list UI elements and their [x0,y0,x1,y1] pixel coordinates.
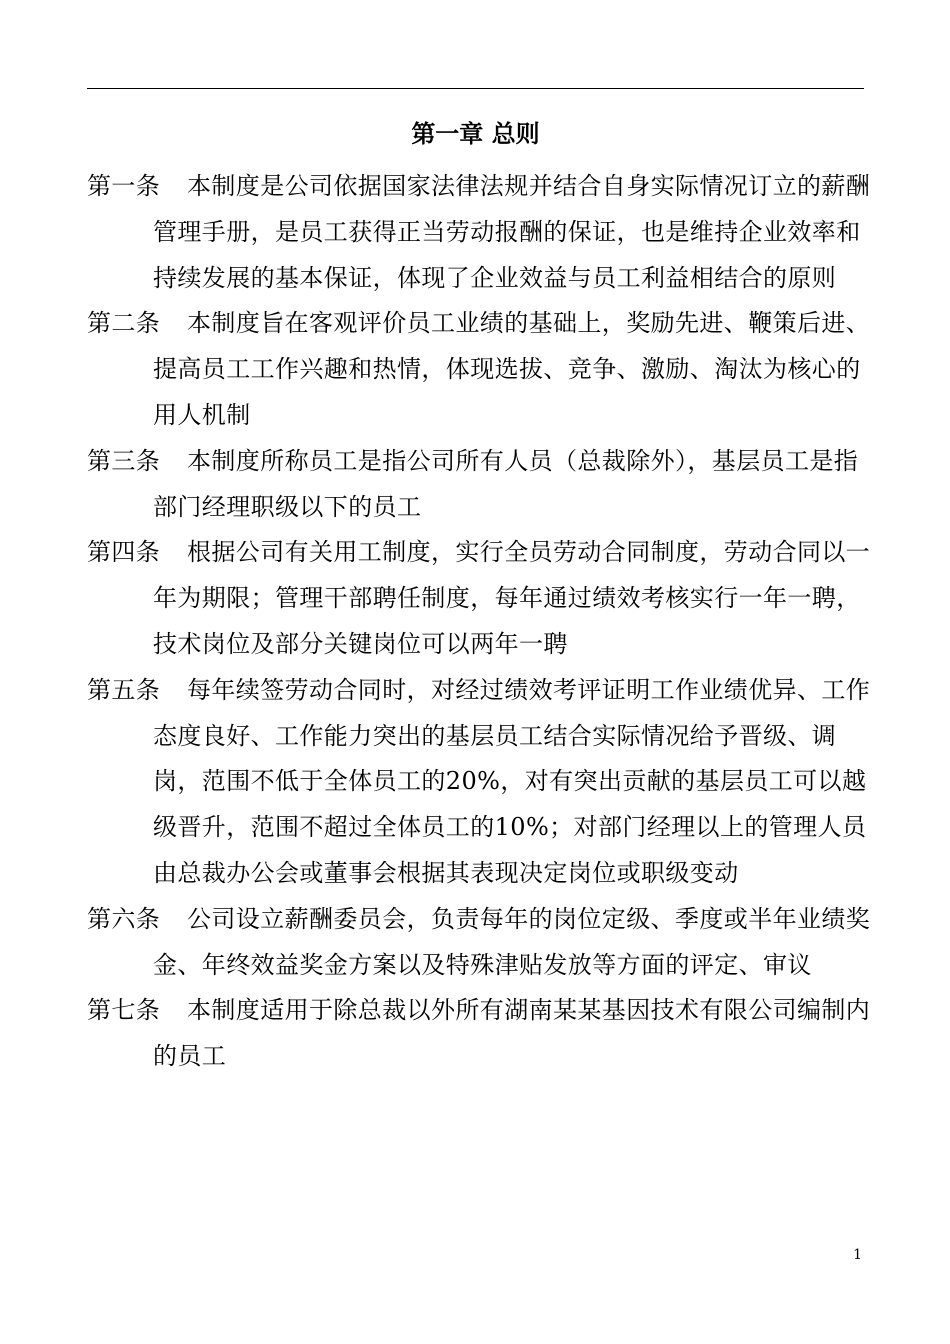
article-1 [87,164,877,301]
article-label: 第七条 [87,996,161,1025]
article-label: 第一条 [87,172,161,200]
article-text: 公司设立薪酬委员会，负责每年的岗位定级、季度或半年业绩奖金、年终效益奖金方案以及特殊津贴发放等方面的评定、审议 [153,904,871,979]
article-label: 第三条 [87,446,161,475]
article-text: 本制度旨在客观评价员工业绩的基础上，奖励先进、鞭策后进、提高员工工作兴趣和热情，体现选拔、竞争、激励、淘汰为核心的用人机制 [153,309,871,429]
header-rule [87,88,864,89]
article-label: 第五条 [87,675,161,704]
article-6 [87,897,877,989]
article-label: 第四条 [87,538,161,567]
article-3 [87,439,877,531]
article-5 [87,668,877,897]
article-text: 根据公司有关用工制度，实行全员劳动合同制度，劳动合同以一年为期限；管理干部聘任制度，每年通过绩效考核实行一年一聘，技术岗位及部分关键岗位可以两年一聘 [153,538,871,658]
article-text: 本制度所称员工是指公司所有人员（总裁除外），基层员工是指部门经理职级以下的员工 [153,446,859,521]
article-7 [87,988,877,1080]
article-text: 每年续签劳动合同时，对经过绩效考评证明工作业绩优异、工作态度良好、工作能力突出的基层员工结合实际情况给予晋级、调岗，范围不低于全体员工的20%，对有突出贡献的基层员工可以越级晋升，范围不超过全体员工的10%；对部门经理以上的管理人员由总裁办公会或董事会根据其表现决定岗位或职级变动 [153,675,871,887]
article-text: 本制度是公司依据国家法律法规并结合自身实际情况订立的薪酬管理手册，是员工获得正当劳动报酬的保证，也是维持企业效率和持续发展的基本保证，体现了企业效益与员工利益相结合的原则 [153,172,871,292]
article-text: 本制度适用于除总裁以外所有湖南某某基因技术有限公司编制内的员工 [153,996,871,1071]
article-list [87,164,877,1080]
page-number: 1 [853,1247,862,1263]
article-label: 第六条 [87,904,161,933]
article-2 [87,301,877,438]
chapter-title: 第一章 总则 [411,120,540,148]
article-label: 第二条 [87,309,161,338]
article-4 [87,530,877,667]
